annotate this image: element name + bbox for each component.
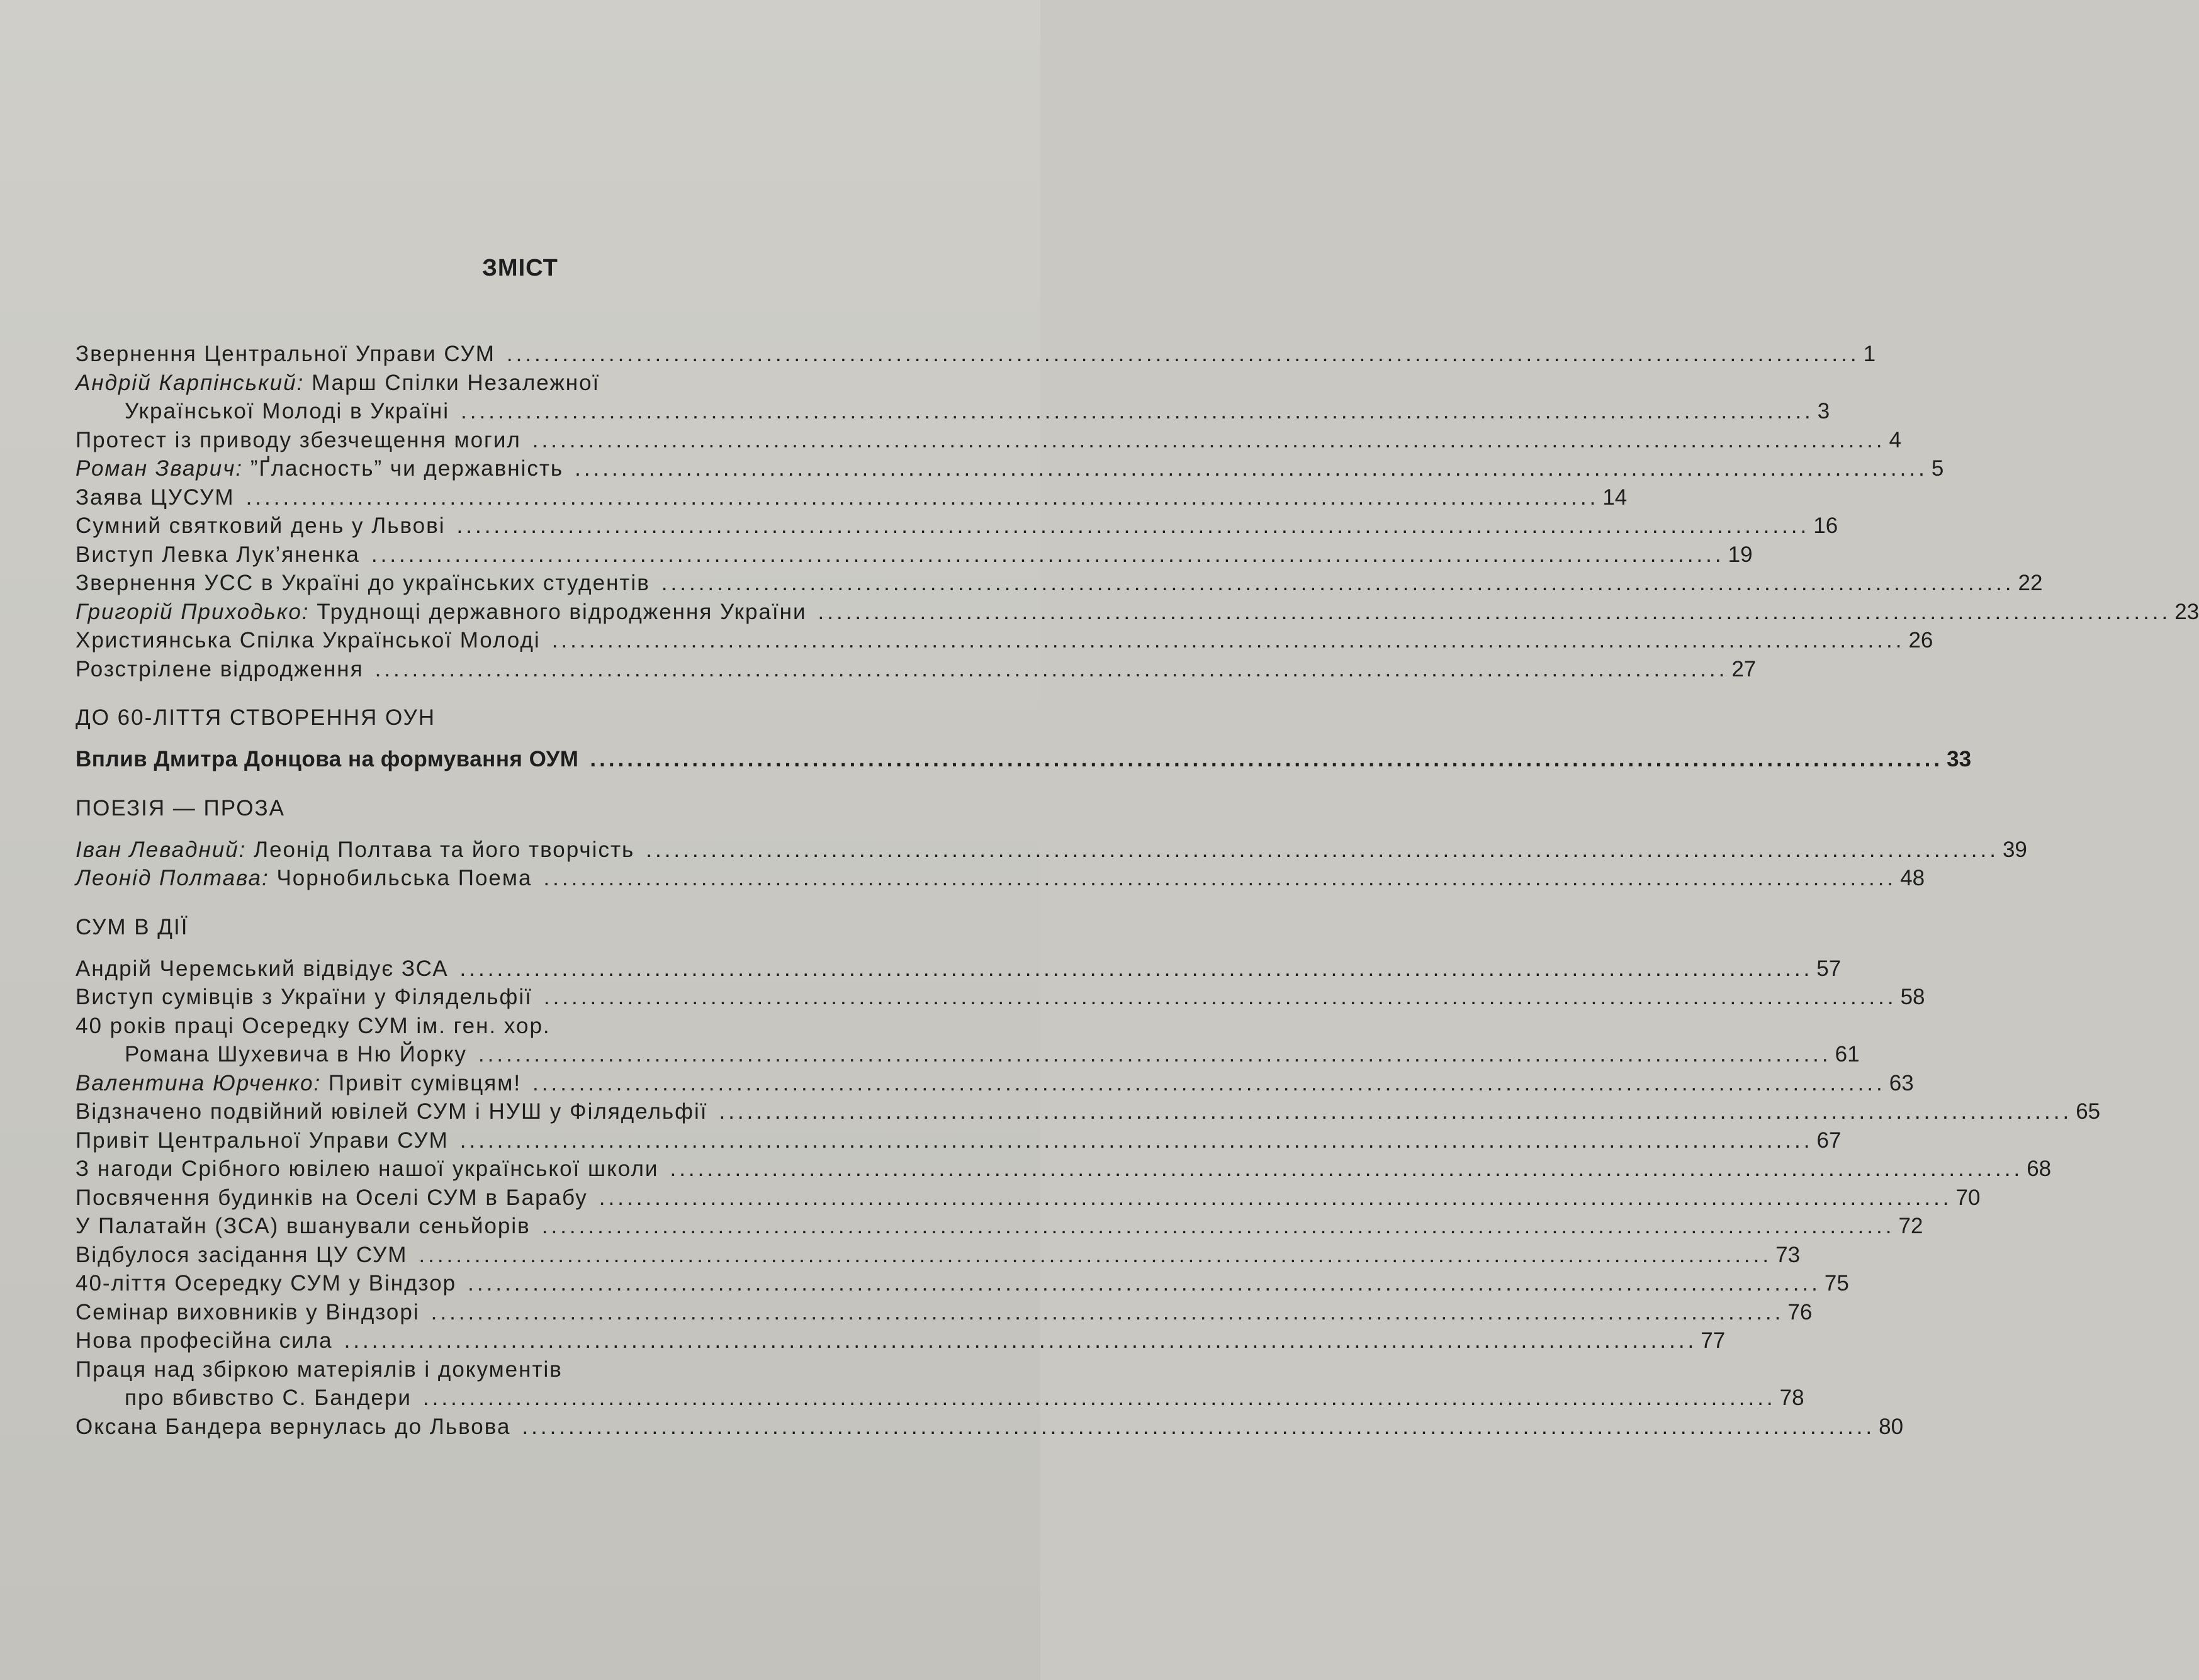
toc-entry-page: 68 bbox=[2027, 1156, 2052, 1181]
toc-entry-page: 23 bbox=[2174, 599, 2199, 624]
toc-entry-page: 57 bbox=[1816, 956, 1842, 981]
toc-leader-dots: .................................................................................................................................................. bbox=[575, 456, 1928, 481]
toc-entry-page: 39 bbox=[2002, 837, 2027, 862]
toc-entry bbox=[76, 483, 1628, 512]
toc-leader-dots: .................................................................................................................................................. bbox=[661, 571, 2015, 595]
toc-leader-dots: .................................................................................................................................................. bbox=[419, 1242, 1772, 1267]
toc-entry-page: 63 bbox=[1889, 1070, 1914, 1095]
toc-entry-text: Звернення УСС в Україні до українських студентів bbox=[76, 571, 650, 595]
toc-entry bbox=[76, 836, 2027, 865]
toc-entry bbox=[76, 540, 1753, 569]
toc-entry bbox=[76, 1155, 2052, 1184]
toc-entry bbox=[76, 1269, 1849, 1298]
toc-entry-text: Семінар виховників у Віндзорі bbox=[76, 1299, 420, 1324]
toc-leader-dots: .................................................................................................................................................. bbox=[543, 985, 1897, 1009]
toc-entry bbox=[76, 1384, 1804, 1413]
toc-entry bbox=[76, 426, 1901, 455]
toc-entry-page: 58 bbox=[1900, 985, 1925, 1009]
toc-entry-page: 14 bbox=[1602, 484, 1628, 510]
toc-entry-author: Валентина Юрченко: bbox=[76, 1070, 322, 1095]
toc-entry-author: Григорій Приходько: bbox=[76, 599, 310, 624]
toc-entry-text: Відбулося засідання ЦУ СУМ bbox=[76, 1242, 408, 1267]
toc-entry bbox=[76, 1097, 2101, 1126]
toc-entry-text: Вплив Дмитра Донцова на формування ОУМ bbox=[76, 747, 579, 771]
toc-leader-dots: .................................................................................................................................................. bbox=[344, 1328, 1697, 1353]
toc-entry bbox=[76, 1040, 1860, 1069]
toc-leader-dots: .................................................................................................................................................. bbox=[818, 599, 2171, 624]
toc-entry-page: 19 bbox=[1728, 542, 1753, 567]
toc-entry-page: 16 bbox=[1813, 513, 1838, 538]
toc-entry bbox=[76, 569, 2043, 598]
toc-entry bbox=[76, 454, 1944, 483]
toc-entry-text: Посвячення будинків на Оселі СУМ в Барабу bbox=[76, 1185, 588, 1210]
toc-leader-dots: .................................................................................................................................................. bbox=[461, 399, 1814, 423]
toc-entry-text: Християнська Спілка Української Молоді bbox=[76, 628, 541, 652]
toc-entry-text: Привіт сумівцям! bbox=[328, 1070, 522, 1095]
toc-entry-page: 80 bbox=[1879, 1414, 1904, 1439]
toc-leader-dots: .................................................................................................................................................. bbox=[522, 1414, 1876, 1439]
toc-leader-dots: .................................................................................................................................................. bbox=[543, 866, 1897, 890]
toc-entry-page: 61 bbox=[1835, 1042, 1860, 1067]
toc-entry-page: 5 bbox=[1931, 456, 1944, 481]
toc-leader-dots: .................................................................................................................................................. bbox=[468, 1271, 1821, 1296]
toc-entry bbox=[76, 1326, 1726, 1355]
toc-leader-dots: .................................................................................................................................................. bbox=[506, 342, 1860, 366]
section-heading: ДО 60-ЛІТТЯ СТВОРЕННЯ ОУН bbox=[76, 705, 436, 730]
toc-entry-text: Марш Спілки Незалежної bbox=[312, 370, 600, 395]
toc-entry-text: Нова професійна сила bbox=[76, 1328, 333, 1353]
toc-entry-page: 27 bbox=[1731, 656, 1757, 681]
toc-entry bbox=[76, 598, 2199, 627]
toc-entry-text: Виступ сумівців з України у Філядельфії bbox=[76, 985, 532, 1009]
toc-entry-page: 33 bbox=[1947, 747, 1972, 771]
toc-entry-page: 67 bbox=[1816, 1128, 1842, 1153]
toc-leader-dots: .................................................................................................................................................. bbox=[245, 484, 1599, 510]
toc-entry bbox=[76, 369, 947, 398]
toc-entry bbox=[76, 340, 1876, 369]
section-heading: СУМ В ДІЇ bbox=[76, 914, 189, 939]
toc-entry-page: 78 bbox=[1779, 1386, 1804, 1410]
toc-entry-page: 72 bbox=[1898, 1214, 1923, 1238]
toc-leader-dots: .................................................................................................................................................. bbox=[459, 956, 1813, 981]
toc-entry-page: 4 bbox=[1889, 427, 1901, 452]
toc-entry bbox=[76, 955, 1842, 983]
toc-entry-page: 70 bbox=[1955, 1185, 1981, 1210]
toc-leader-dots: .................................................................................................................................................. bbox=[456, 513, 1810, 538]
toc-entry-text: 40 років праці Осередку СУМ ім. ген. хор. bbox=[76, 1013, 551, 1038]
toc-entry-author: Андрій Карпінський: bbox=[76, 370, 305, 395]
toc-leader-dots: .................................................................................................................................................. bbox=[422, 1386, 1776, 1410]
page-title: ЗМІСТ bbox=[482, 255, 558, 281]
toc-entry-page: 77 bbox=[1701, 1328, 1726, 1353]
toc-leader-dots: .................................................................................................................................................. bbox=[478, 1042, 1831, 1067]
toc-entry bbox=[76, 1241, 1801, 1270]
toc-leader-dots: .................................................................................................................................................. bbox=[670, 1156, 2023, 1181]
toc-entry-text: про вбивство С. Бандери bbox=[125, 1386, 412, 1410]
toc-entry bbox=[76, 1069, 1914, 1098]
toc-entry-page: 76 bbox=[1787, 1299, 1813, 1324]
toc-entry bbox=[76, 512, 1838, 540]
toc-entry bbox=[76, 1212, 1923, 1241]
toc-entry-page: 48 bbox=[1900, 866, 1925, 890]
toc-entry bbox=[76, 1355, 947, 1384]
toc-entry bbox=[76, 397, 1830, 426]
toc-entry-page: 22 bbox=[2018, 571, 2043, 595]
toc-entry-page: 26 bbox=[1908, 628, 1933, 652]
toc-entry bbox=[76, 745, 1972, 774]
toc-entry bbox=[76, 864, 1925, 893]
toc-entry bbox=[76, 655, 1757, 684]
toc-entry-author: Іван Левадний: bbox=[76, 837, 247, 862]
toc-entry-text: Андрій Черемський відвідує ЗСА bbox=[76, 956, 449, 981]
toc-entry-text: Розстрілене відродження bbox=[76, 656, 364, 681]
table-of-contents bbox=[76, 340, 2199, 1441]
toc-entry-page: 65 bbox=[2076, 1099, 2101, 1124]
toc-entry-text: З нагоди Срібного ювілею нашої української школи bbox=[76, 1156, 659, 1181]
toc-entry bbox=[76, 1126, 1842, 1155]
toc-leader-dots: .................................................................................................................................................. bbox=[541, 1214, 1895, 1238]
toc-entry-text: Звернення Центральної Управи СУМ bbox=[76, 342, 495, 366]
toc-entry bbox=[76, 1413, 1904, 1442]
toc-leader-dots: .................................................................................................................................................. bbox=[719, 1099, 2072, 1124]
toc-entry-text: ”Ґласность” чи державність bbox=[250, 456, 564, 481]
toc-entry-page: 3 bbox=[1817, 399, 1830, 423]
toc-leader-dots: .................................................................................................................................................. bbox=[430, 1299, 1784, 1324]
toc-entry-text: Відзначено подвійний ювілей СУМ і НУШ у Філядельфії bbox=[76, 1099, 708, 1124]
toc-leader-dots: .................................................................................................................................................. bbox=[646, 837, 1999, 862]
toc-leader-dots: .................................................................................................................................................. bbox=[532, 1070, 1886, 1095]
toc-leader-dots: .................................................................................................................................................. bbox=[371, 542, 1724, 567]
toc-entry bbox=[76, 1012, 947, 1041]
toc-leader-dots: .................................................................................................................................................. bbox=[599, 1185, 1952, 1210]
toc-entry-page: 75 bbox=[1824, 1271, 1849, 1296]
toc-entry bbox=[76, 1298, 1813, 1327]
toc-entry-text: Чорнобильська Поема bbox=[276, 866, 532, 890]
toc-entry-text: У Палатайн (ЗСА) вшанували сеньйорів bbox=[76, 1214, 531, 1238]
toc-leader-dots: .................................................................................................................................................. bbox=[551, 628, 1905, 652]
toc-entry-text: 40-ліття Осередку СУМ у Віндзор bbox=[76, 1271, 457, 1296]
toc-leader-dots: .................................................................................................................................................. bbox=[374, 656, 1728, 681]
toc-entry-text: Сумний святковий день у Львові bbox=[76, 513, 446, 538]
toc-leader-dots: .................................................................................................................................................. bbox=[590, 747, 1943, 771]
toc-entry-text: Романа Шухевича в Ню Йорку bbox=[125, 1042, 467, 1067]
toc-entry-text: Виступ Левка Лук’яненка bbox=[76, 542, 360, 567]
toc-entry-text: Оксана Бандера вернулась до Львова bbox=[76, 1414, 511, 1439]
toc-entry-page: 1 bbox=[1863, 342, 1876, 366]
toc-entry-text: Труднощі державного відродження України bbox=[317, 599, 807, 624]
toc-entry-text: Заява ЦУСУМ bbox=[76, 484, 235, 510]
toc-leader-dots: .................................................................................................................................................. bbox=[532, 427, 1886, 452]
toc-leader-dots: .................................................................................................................................................. bbox=[459, 1128, 1813, 1153]
section-heading: ПОЕЗІЯ — ПРОЗА bbox=[76, 795, 285, 820]
toc-entry-text: Української Молоді в Україні bbox=[125, 399, 450, 423]
toc-entry-text: Праця над збіркою матеріялів і документів bbox=[76, 1357, 563, 1382]
toc-entry-author: Роман Зварич: bbox=[76, 456, 244, 481]
toc-entry bbox=[76, 983, 1925, 1012]
toc-entry-author: Леонід Полтава: bbox=[76, 866, 269, 890]
toc-entry bbox=[76, 626, 1933, 655]
toc-entry-text: Леонід Полтава та його творчість bbox=[254, 837, 635, 862]
toc-entry-text: Привіт Центральної Управи СУМ bbox=[76, 1128, 449, 1153]
toc-entry-page: 73 bbox=[1775, 1242, 1801, 1267]
toc-entry bbox=[76, 1184, 1981, 1212]
toc-entry-text: Протест із приводу збезчещення могил bbox=[76, 427, 521, 452]
